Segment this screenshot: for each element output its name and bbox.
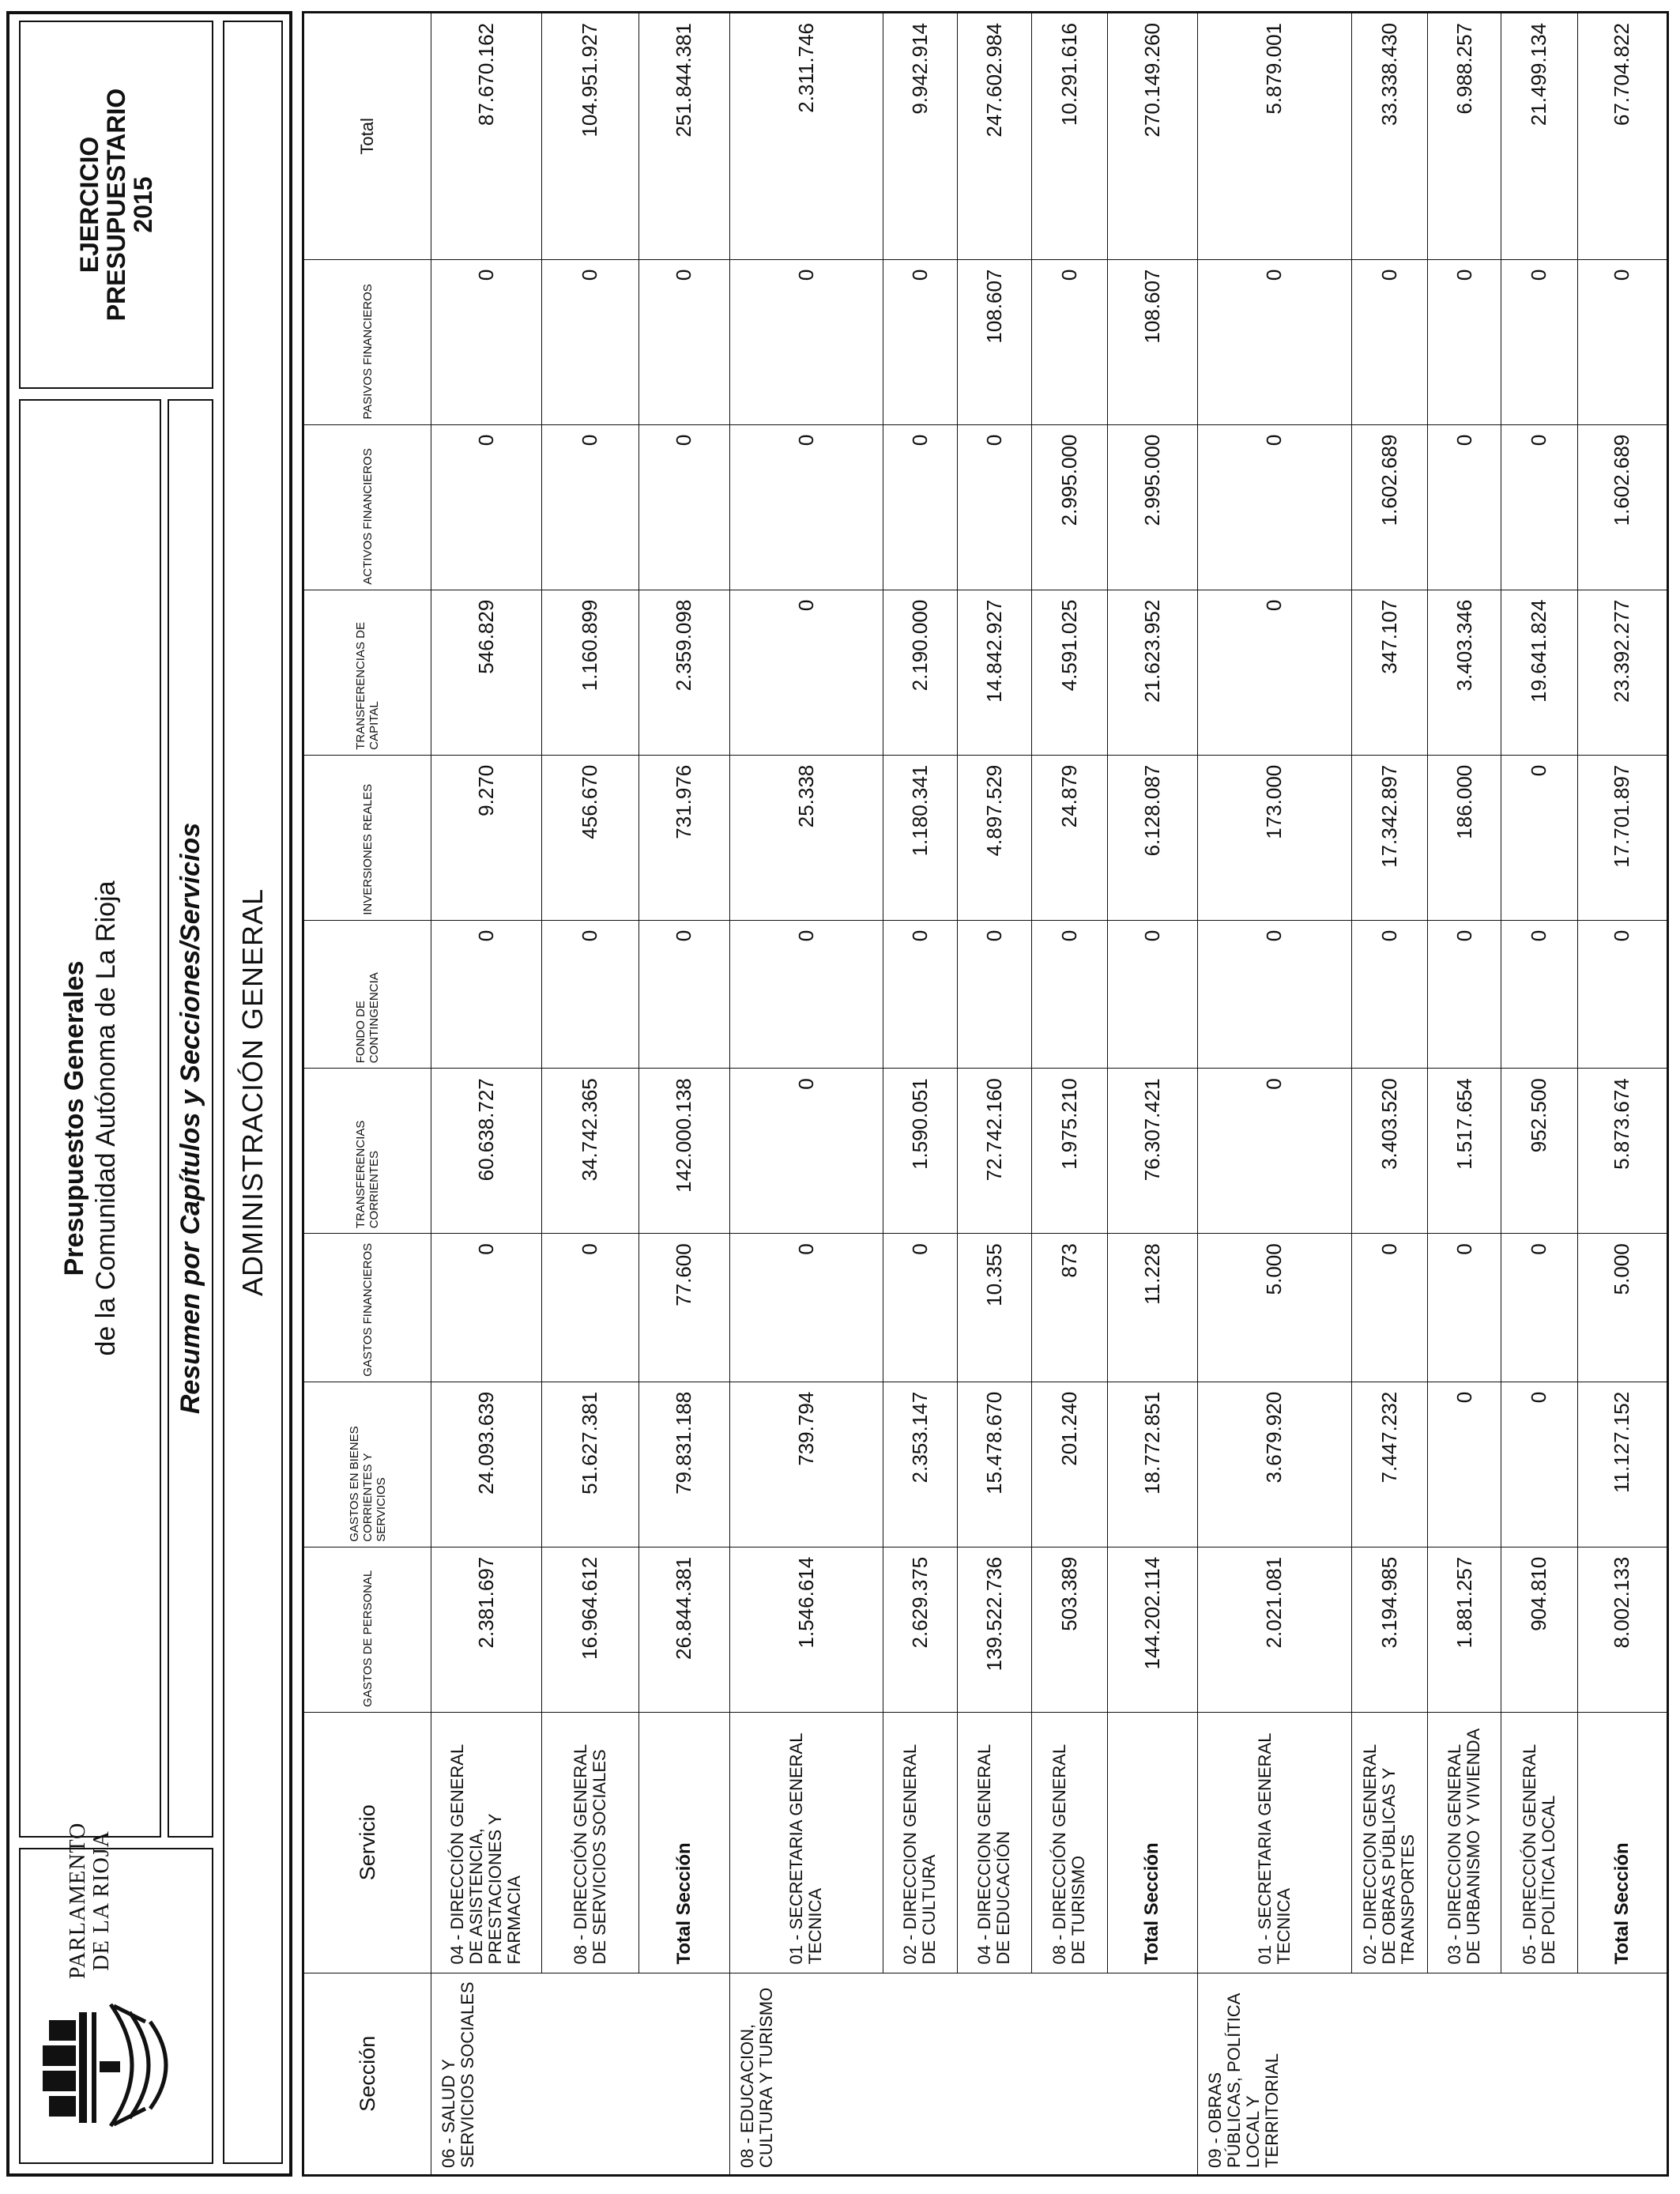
table-row	[1427, 13, 1501, 2176]
value-cell: 0	[729, 259, 883, 424]
value-cell: 0	[1427, 1234, 1501, 1382]
title-line1: Presupuestos Generales	[59, 960, 89, 1276]
year-line1: EJERCICIO	[75, 136, 104, 273]
value-cell: 3.679.920	[1198, 1382, 1351, 1547]
value-cell: 15.478.670	[957, 1382, 1031, 1547]
header-fondo-contingencia: FONDO DE CONTINGENCIA	[303, 920, 431, 1068]
value-cell: 0	[1198, 1069, 1351, 1234]
value-cell: 4.591.025	[1031, 590, 1107, 755]
logo-box	[19, 1822, 213, 2164]
value-cell: 2.995.000	[1031, 424, 1107, 590]
value-cell: 142.000.138	[639, 1069, 729, 1234]
value-cell: 11.127.152	[1577, 1382, 1668, 1547]
table-row	[431, 13, 542, 2176]
value-cell: 0	[541, 259, 639, 424]
table-header-row	[303, 13, 431, 2176]
value-cell: 0	[1351, 259, 1427, 424]
table-row	[957, 13, 1031, 2176]
total-cell: 270.149.260	[1107, 13, 1197, 260]
value-cell: 0	[1577, 259, 1668, 424]
value-cell: 19.641.824	[1501, 590, 1577, 755]
service-name: 02 - DIRECCION GENERAL DE OBRAS PÚBLICAS Y TRANSPORTES	[1351, 1712, 1427, 1973]
section-title-box	[223, 21, 283, 2164]
value-cell: 546.829	[431, 590, 542, 755]
value-cell: 0	[431, 424, 542, 590]
value-cell: 1.160.899	[541, 590, 639, 755]
value-cell: 3.403.520	[1351, 1069, 1427, 1234]
value-cell: 108.607	[1107, 259, 1197, 424]
value-cell: 24.879	[1031, 755, 1107, 920]
value-cell: 0	[541, 920, 639, 1068]
value-cell: 0	[883, 1234, 957, 1382]
section-total-row	[1577, 13, 1668, 2176]
header-servicio: Servicio	[303, 1712, 431, 1973]
value-cell: 5.000	[1577, 1234, 1668, 1382]
value-cell: 1.602.689	[1351, 424, 1427, 590]
section-name: 08 - EDUCACION, CULTURA Y TURISMO	[729, 1973, 1198, 2175]
value-cell: 2.381.697	[431, 1547, 542, 1712]
value-cell: 18.772.851	[1107, 1382, 1197, 1547]
total-cell: 10.291.616	[1031, 13, 1107, 260]
value-cell: 144.202.114	[1107, 1547, 1197, 1712]
value-cell: 0	[729, 1234, 883, 1382]
value-cell: 0	[1501, 259, 1577, 424]
value-cell: 503.389	[1031, 1547, 1107, 1712]
value-cell: 10.355	[957, 1234, 1031, 1382]
header-total: Total	[303, 13, 431, 260]
value-cell: 0	[1031, 920, 1107, 1068]
value-cell: 0	[1501, 755, 1577, 920]
section-total-label: Total Sección	[639, 1712, 729, 1973]
section-total-row	[1107, 13, 1197, 2176]
section-title: ADMINISTRACIÓN GENERAL	[236, 888, 269, 1297]
value-cell: 0	[883, 920, 957, 1068]
value-cell: 139.522.736	[957, 1547, 1031, 1712]
value-cell: 21.623.952	[1107, 590, 1197, 755]
total-cell: 2.311.746	[729, 13, 883, 260]
total-cell: 247.602.984	[957, 13, 1031, 260]
value-cell: 2.629.375	[883, 1547, 957, 1712]
value-cell: 0	[1501, 424, 1577, 590]
value-cell: 0	[431, 1234, 542, 1382]
value-cell: 3.194.985	[1351, 1547, 1427, 1712]
value-cell: 0	[541, 424, 639, 590]
header-seccion: Sección	[303, 1973, 431, 2175]
value-cell: 0	[541, 1234, 639, 1382]
value-cell: 0	[1031, 259, 1107, 424]
year-line3: 2015	[129, 176, 157, 233]
header-pasivos-financieros: PASIVOS FINANCIEROS	[303, 259, 431, 424]
value-cell: 0	[729, 590, 883, 755]
value-cell: 4.897.529	[957, 755, 1031, 920]
value-cell: 0	[431, 920, 542, 1068]
header-gastos-financieros: GASTOS FINANCIEROS	[303, 1234, 431, 1382]
title-box	[19, 399, 161, 1838]
value-cell: 0	[1501, 1382, 1577, 1547]
value-cell: 0	[957, 920, 1031, 1068]
value-cell: 0	[1351, 920, 1427, 1068]
total-cell: 104.951.927	[541, 13, 639, 260]
value-cell: 0	[1351, 1234, 1427, 1382]
year-line2: PRESUPUESTARIO	[102, 88, 130, 322]
value-cell: 17.342.897	[1351, 755, 1427, 920]
parliament-name	[66, 1823, 114, 1979]
value-cell: 739.794	[729, 1382, 883, 1547]
header-transferencias-corrientes: TRANSFERENCIAS CORRIENTES	[303, 1069, 431, 1234]
value-cell: 0	[1198, 590, 1351, 755]
total-cell: 21.499.134	[1501, 13, 1577, 260]
service-name: 02 - DIRECCION GENERAL DE CULTURA	[883, 1712, 957, 1973]
value-cell: 0	[1577, 920, 1668, 1068]
service-name: 01 - SECRETARIA GENERAL TECNICA	[729, 1712, 883, 1973]
value-cell: 0	[1198, 424, 1351, 590]
value-cell: 0	[729, 424, 883, 590]
total-cell: 251.844.381	[639, 13, 729, 260]
value-cell: 1.602.689	[1577, 424, 1668, 590]
parliament-emblem-icon	[35, 1990, 193, 2140]
section-total-label: Total Sección	[1107, 1712, 1197, 1973]
section-name: 09 - OBRAS PÚBLICAS, POLÍTICA LOCAL Y TERRITORIAL	[1198, 1973, 1668, 2175]
value-cell: 17.701.897	[1577, 755, 1668, 920]
value-cell: 0	[883, 259, 957, 424]
value-cell: 2.995.000	[1107, 424, 1197, 590]
header-transferencias-capital: TRANSFERENCIAS DE CAPITAL	[303, 590, 431, 755]
budget-table	[302, 11, 1669, 2177]
header-gastos-bienes: GASTOS EN BIENES CORRIENTES Y SERVICIOS	[303, 1382, 431, 1547]
table-row	[1198, 13, 1351, 2176]
section-total-label: Total Sección	[1577, 1712, 1668, 1973]
value-cell: 2.359.098	[639, 590, 729, 755]
value-cell: 0	[1427, 259, 1501, 424]
value-cell: 23.392.277	[1577, 590, 1668, 755]
table-row	[729, 13, 883, 2176]
value-cell: 2.021.081	[1198, 1547, 1351, 1712]
value-cell: 1.546.614	[729, 1547, 883, 1712]
value-cell: 8.002.133	[1577, 1547, 1668, 1712]
table-row	[541, 13, 639, 2176]
value-cell: 0	[1501, 1234, 1577, 1382]
value-cell: 0	[957, 424, 1031, 590]
value-cell: 0	[1198, 259, 1351, 424]
service-name: 04 - DIRECCION GENERAL DE EDUCACIÓN	[957, 1712, 1031, 1973]
value-cell: 0	[431, 259, 542, 424]
total-cell: 6.988.257	[1427, 13, 1501, 260]
value-cell: 2.190.000	[883, 590, 957, 755]
value-cell: 0	[729, 1069, 883, 1234]
value-cell: 904.810	[1501, 1547, 1577, 1712]
total-cell: 9.942.914	[883, 13, 957, 260]
value-cell: 1.180.341	[883, 755, 957, 920]
value-cell: 1.590.051	[883, 1069, 957, 1234]
value-cell: 0	[1501, 920, 1577, 1068]
value-cell: 24.093.639	[431, 1382, 542, 1547]
value-cell: 51.627.381	[541, 1382, 639, 1547]
value-cell: 173.000	[1198, 755, 1351, 920]
value-cell: 9.270	[431, 755, 542, 920]
header-activos-financieros: ACTIVOS FINANCIEROS	[303, 424, 431, 590]
value-cell: 25.338	[729, 755, 883, 920]
value-cell: 0	[1427, 424, 1501, 590]
value-cell: 0	[1427, 920, 1501, 1068]
header-frame	[6, 11, 292, 2177]
value-cell: 72.742.160	[957, 1069, 1031, 1234]
value-cell: 0	[729, 920, 883, 1068]
value-cell: 1.975.210	[1031, 1069, 1107, 1234]
value-cell: 0	[639, 920, 729, 1068]
total-cell: 33.338.430	[1351, 13, 1427, 260]
value-cell: 347.107	[1351, 590, 1427, 755]
year-box	[19, 21, 213, 389]
value-cell: 952.500	[1501, 1069, 1577, 1234]
section-name: 06 - SALUD Y SERVICIOS SOCIALES	[431, 1973, 730, 2175]
value-cell: 0	[639, 259, 729, 424]
value-cell: 6.128.087	[1107, 755, 1197, 920]
service-name: 04 - DIRECCIÓN GENERAL DE ASISTENCIA, PRESTACIONES Y FARMACIA	[431, 1712, 542, 1973]
total-cell: 87.670.162	[431, 13, 542, 260]
value-cell: 0	[883, 424, 957, 590]
value-cell: 456.670	[541, 755, 639, 920]
service-name: 08 - DIRECCIÓN GENERAL DE TURISMO	[1031, 1712, 1107, 1973]
value-cell: 7.447.232	[1351, 1382, 1427, 1547]
value-cell: 5.873.674	[1577, 1069, 1668, 1234]
value-cell: 0	[1107, 920, 1197, 1068]
value-cell: 0	[639, 424, 729, 590]
parliament-line1: PARLAMENTO	[66, 1822, 90, 1979]
subtitle-box	[168, 399, 213, 1838]
value-cell: 201.240	[1031, 1382, 1107, 1547]
table-row	[1031, 13, 1107, 2176]
table-row	[883, 13, 957, 2176]
value-cell: 5.000	[1198, 1234, 1351, 1382]
table-row	[1501, 13, 1577, 2176]
value-cell: 11.228	[1107, 1234, 1197, 1382]
title-line2: de la Comunidad Autónoma de La Rioja	[91, 880, 121, 1356]
value-cell: 34.742.365	[541, 1069, 639, 1234]
value-cell: 14.842.927	[957, 590, 1031, 755]
section-total-row	[639, 13, 729, 2176]
value-cell: 26.844.381	[639, 1547, 729, 1712]
value-cell: 1.881.257	[1427, 1547, 1501, 1712]
value-cell: 873	[1031, 1234, 1107, 1382]
value-cell: 60.638.727	[431, 1069, 542, 1234]
subtitle: Resumen por Capítulos y Secciones/Servicios	[175, 822, 205, 1415]
service-name: 05 - DIRECCIÓN GENERAL DE POLÍTICA LOCAL	[1501, 1712, 1577, 1973]
parliament-line2: DE LA RIOJA	[89, 1830, 114, 1971]
total-cell: 67.704.822	[1577, 13, 1668, 260]
value-cell: 3.403.346	[1427, 590, 1501, 755]
value-cell: 16.964.612	[541, 1547, 639, 1712]
value-cell: 77.600	[639, 1234, 729, 1382]
value-cell: 1.517.654	[1427, 1069, 1501, 1234]
value-cell: 76.307.421	[1107, 1069, 1197, 1234]
value-cell: 2.353.147	[883, 1382, 957, 1547]
table-row	[1351, 13, 1427, 2176]
service-name: 01 - SECRETARIA GENERAL TECNICA	[1198, 1712, 1351, 1973]
value-cell: 79.831.188	[639, 1382, 729, 1547]
value-cell: 186.000	[1427, 755, 1501, 920]
header-inversiones-reales: INVERSIONES REALES	[303, 755, 431, 920]
value-cell: 731.976	[639, 755, 729, 920]
value-cell: 0	[1198, 920, 1351, 1068]
header-gastos-personal: GASTOS DE PERSONAL	[303, 1547, 431, 1712]
service-name: 03 - DIRECCION GENERAL DE URBANISMO Y VIVIENDA	[1427, 1712, 1501, 1973]
total-cell: 5.879.001	[1198, 13, 1351, 260]
service-name: 08 - DIRECCIÓN GENERAL DE SERVICIOS SOCIALES	[541, 1712, 639, 1973]
value-cell: 0	[1427, 1382, 1501, 1547]
value-cell: 108.607	[957, 259, 1031, 424]
